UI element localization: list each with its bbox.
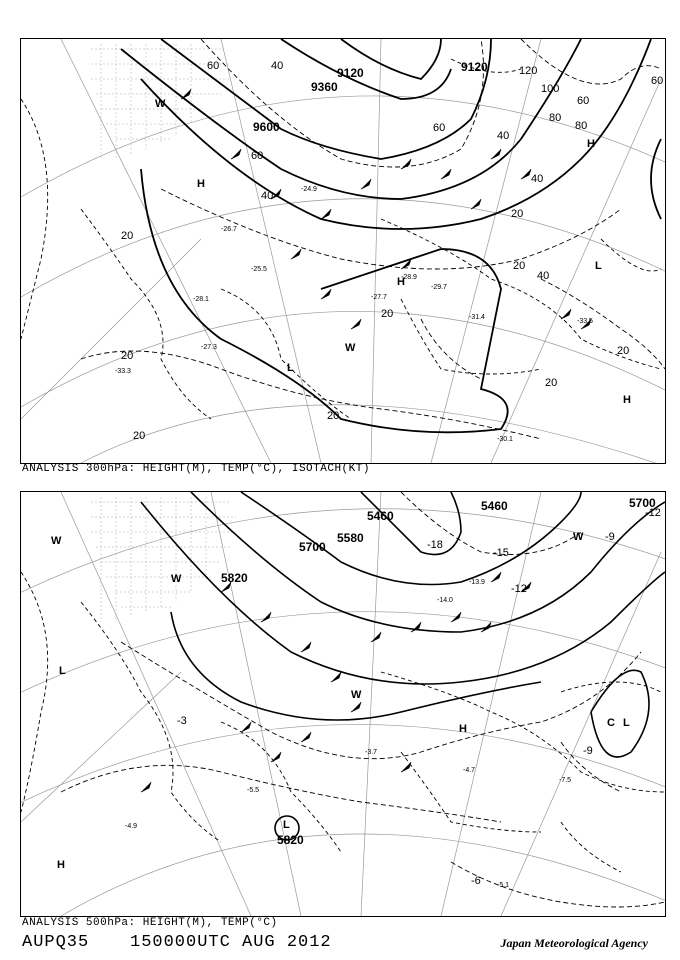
temperature-label: -24.9 [301,186,317,193]
temperature-label: -29.7 [431,284,447,291]
analysis-300hpa-map [20,38,666,464]
height-label-9600: 9600 [253,120,280,134]
isotach-label: 40 [261,190,274,202]
temperature-label: -25.5 [251,266,267,273]
valid-time: 150000UTC AUG 2012 [130,933,332,952]
isotach-label: 80 [575,120,588,132]
map-300hpa-svg [21,39,665,463]
temperature-label: -15 [493,547,509,559]
graticule [21,492,665,916]
isotach-label: 60 [251,150,264,162]
low-pressure-marker: L [59,665,66,677]
isotach-labels [121,60,663,442]
temperature-label: -28.9 [401,274,417,281]
station-value: -4.9 [125,823,138,830]
chart-id: AUPQ35 [22,933,90,952]
height-label-5460: 5460 [481,499,508,513]
caption-300hpa: ANALYSIS 300hPa: HEIGHT(M), TEMP(°C), ISOTACH(KT) [22,463,370,475]
height-label-5460-b: 5460 [367,509,394,523]
agency-credit: Japan Meteorological Agency [500,936,648,950]
high-pressure-marker: H [623,394,631,406]
temperature-label: -27.3 [201,344,217,351]
temperature-label: -18 [427,539,443,551]
warm-marker: W [171,573,182,585]
station-values [125,579,571,889]
height-label-9120-b: 9120 [337,66,364,80]
isotach-label: 20 [327,410,340,422]
low-pressure-marker: L [287,362,294,374]
high-pressure-marker: H [197,178,205,190]
isotach-label: 20 [513,260,526,272]
caption-500hpa: ANALYSIS 500hPa: HEIGHT(M), TEMP(°C) [22,917,278,929]
isotach-label: 40 [271,60,284,72]
warm-marker: W [155,98,166,110]
temperature-label: -33.3 [115,368,131,375]
isotach-label: 20 [545,377,558,389]
height-label-5700-b: 5700 [629,496,656,510]
isotach-label: 60 [207,60,220,72]
warm-marker: W [351,689,362,701]
cold-marker: C [607,717,615,729]
isotach-label: 20 [133,430,146,442]
isotach-label: 40 [531,173,544,185]
temperature-label: -12 [511,583,527,595]
graticule [21,39,665,463]
height-label-5580: 5580 [337,531,364,545]
low-pressure-marker: L [283,819,290,831]
warm-marker: W [573,531,584,543]
isotach-label: 40 [537,270,550,282]
temperature-label: -26.7 [221,226,237,233]
high-pressure-marker: H [57,859,65,871]
isotach-label: 80 [549,112,562,124]
temperature-label: -9 [583,745,593,757]
station-value: -5.5 [247,787,260,794]
isotach-label: 100 [541,83,560,95]
isotach-label: 20 [121,350,134,362]
height-label-5820-b: 5820 [277,833,304,847]
station-value: -7.5 [559,777,572,784]
isotach-label: 40 [497,130,510,142]
low-pressure-marker: L [595,260,602,272]
temperature-label: -6 [471,875,481,887]
temperature-labels [177,507,661,887]
coastline [21,59,664,419]
warm-marker: W [51,535,62,547]
coastline [21,572,665,872]
analysis-500hpa-map [20,491,666,917]
temperature-label: -9 [605,531,615,543]
temperature-label: -12 [645,507,661,519]
station-value: -5.1 [497,882,510,889]
station-value: -3.7 [365,749,378,756]
height-label-5820-a: 5820 [221,571,248,585]
isotach-label: 20 [511,208,524,220]
low-pressure-marker: L [623,717,630,729]
temperature-label: -3 [177,715,187,727]
station-value: -14.0 [437,597,453,604]
height-label-9360: 9360 [311,80,338,94]
isotach-label: 20 [617,345,630,357]
height-contours [141,492,665,840]
wind-barbs [141,572,531,792]
temperature-label: -33.5 [577,318,593,325]
temperature-label: -31.4 [469,314,485,321]
map-500hpa-svg [21,492,665,916]
temperature-label: -27.7 [371,294,387,301]
isotach-label: 60 [433,122,446,134]
isotach-label: 60 [651,75,664,87]
station-value: -13.9 [469,579,485,586]
station-value: -4.7 [463,767,476,774]
isotach-label: 20 [381,308,394,320]
pressure-systems [155,98,631,406]
high-pressure-marker: H [587,138,595,150]
warm-marker: W [345,342,356,354]
height-label-9120-a: 9120 [461,60,488,74]
height-label-5700-a: 5700 [299,540,326,554]
isotach-label: 60 [577,95,590,107]
high-pressure-marker: H [397,276,405,288]
isotach-label: 120 [519,65,538,77]
temperature-label: -30.1 [497,436,513,443]
temperature-label: -28.1 [193,296,209,303]
isotach-label: 20 [121,230,134,242]
high-pressure-marker: H [459,723,467,735]
